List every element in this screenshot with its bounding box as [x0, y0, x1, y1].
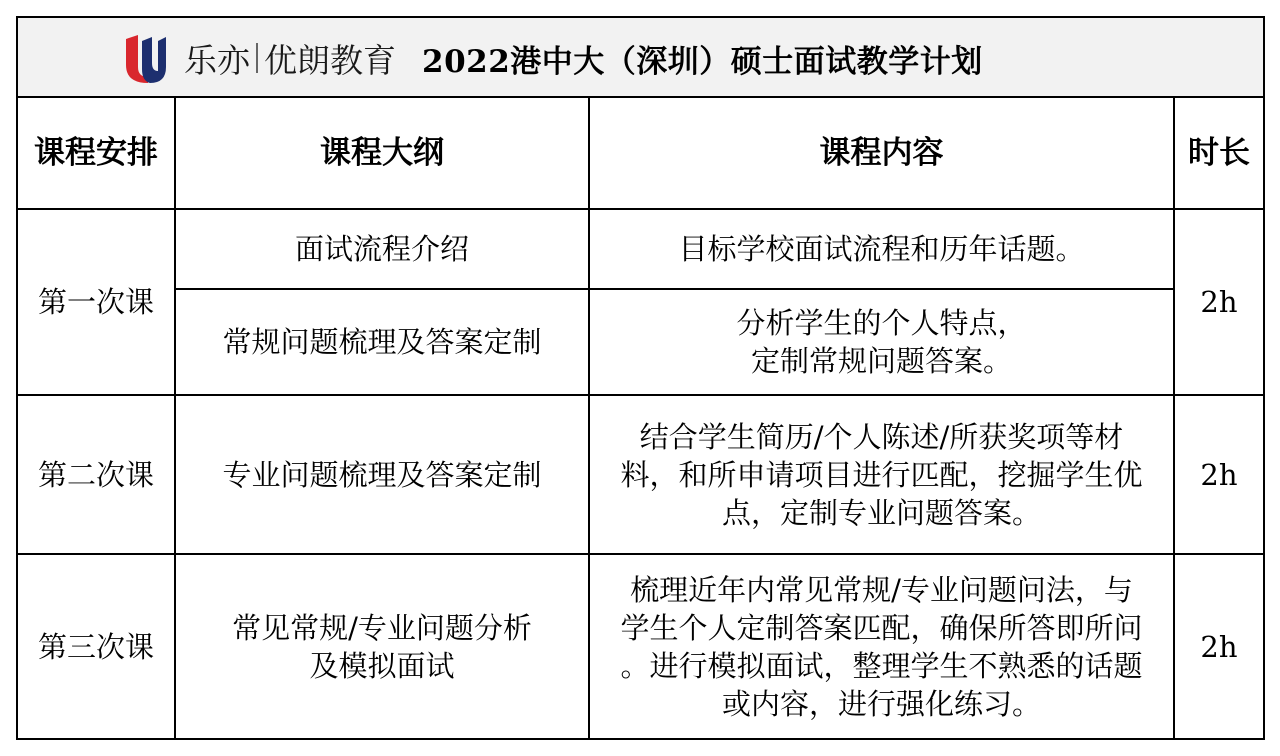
session-2-content	[590, 396, 1173, 553]
session-3-duration: 2h	[1200, 629, 1238, 664]
plan-sheet	[16, 16, 1265, 740]
content-line: 目标学校面试流程和历年话题。	[678, 232, 1085, 266]
content-line: 料，和所申请项目进行匹配，挖掘学生优	[620, 457, 1143, 492]
session-2-label: 第二次课	[37, 457, 154, 492]
brand-logo-icon	[122, 33, 168, 85]
session-2-outline: 专业问题梳理及答案定制	[222, 457, 542, 492]
outline-line: 常见常规/专业问题分析	[232, 610, 532, 645]
outline-line: 及模拟面试	[309, 648, 455, 683]
session-3-label: 第三次课	[37, 629, 154, 664]
content-line: 结合学生简历/个人陈述/所获奖项等材	[639, 419, 1124, 454]
session-3-outline	[176, 555, 588, 738]
content-line: 定制常规问题答案。	[750, 344, 1012, 378]
session-1-content-1	[590, 210, 1173, 288]
brand-name-part2: 优朗教育	[264, 40, 396, 80]
content-line: 点，定制专业问题答案。	[721, 495, 1041, 530]
brand-name	[184, 36, 396, 80]
session-1-outline-2: 常规问题梳理及答案定制	[222, 325, 542, 359]
header-duration: 时长	[1188, 135, 1250, 171]
header-outline: 课程大纲	[320, 135, 444, 171]
title-row	[18, 18, 1263, 98]
content-line: 梳理近年内常见常规/专业问题问法，与	[630, 572, 1133, 607]
content-line: 学生个人定制答案匹配，确保所答即所问	[620, 610, 1143, 645]
content-line: 分析学生的个人特点，	[736, 306, 1027, 340]
brand-separator	[256, 43, 258, 73]
session-3-content	[590, 555, 1173, 738]
session-1-outline-1: 面试流程介绍	[294, 232, 469, 266]
header-schedule: 课程安排	[34, 135, 158, 171]
header-content: 课程内容	[819, 135, 944, 171]
content-line: 或内容，进行强化练习。	[721, 686, 1041, 721]
session-1-label: 第一次课	[37, 285, 154, 319]
session-1-duration: 2h	[1200, 285, 1238, 319]
content-line: 。进行模拟面试，整理学生不熟悉的话题	[620, 648, 1143, 683]
session-2-duration: 2h	[1200, 457, 1238, 492]
session-1-content-2	[590, 290, 1173, 394]
page-title: 2022港中大（深圳）硕士面试教学计划	[422, 43, 983, 80]
brand-name-part1: 乐亦	[184, 40, 250, 80]
